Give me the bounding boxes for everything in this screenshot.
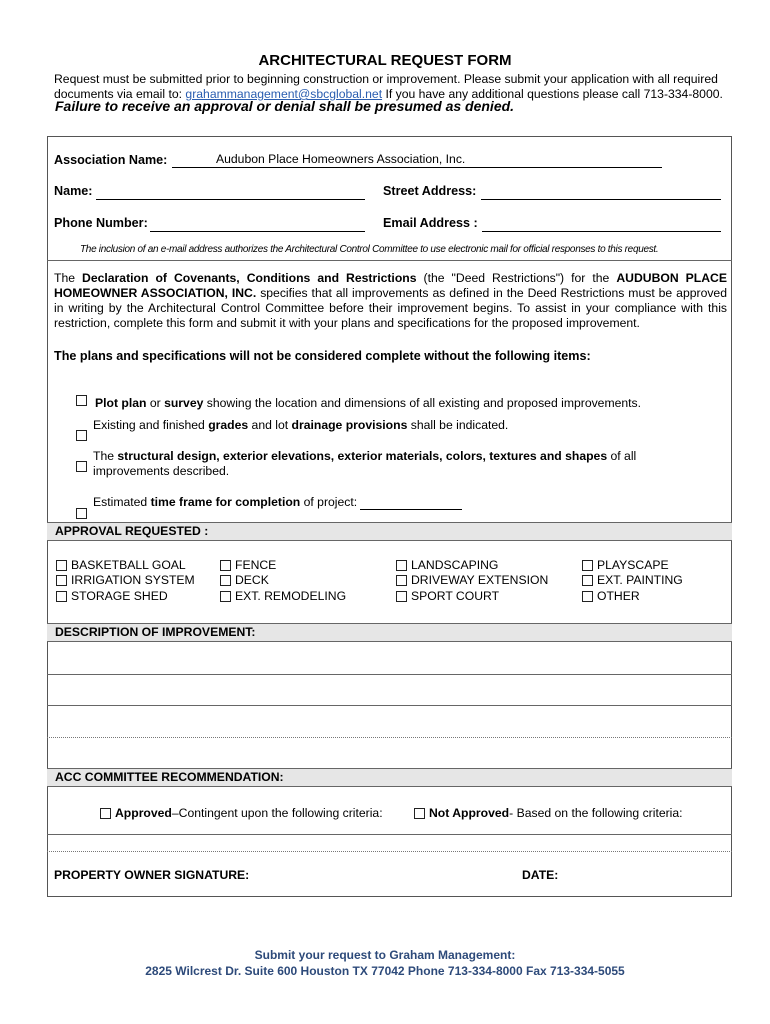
owner-signature-label: PROPERTY OWNER SIGNATURE: [54,868,250,882]
acc-criteria-line-2[interactable] [47,851,732,852]
description-line-3[interactable] [47,737,732,738]
option-driveway-extension[interactable]: DRIVEWAY EXTENSION [396,573,548,587]
decl-bold-1: Declaration of Covenants, Conditions and Restrictions [82,271,417,285]
declaration-paragraph [54,271,727,331]
not-approved-option[interactable]: Not Approved - Based on the following criteria: [414,806,683,820]
failure-notice: Failure to receive an approval or denial shall be presumed as denied. [55,98,515,114]
name-field[interactable] [96,184,365,200]
option-landscaping[interactable]: LANDSCAPING [396,558,498,572]
name-label: Name: [54,184,93,198]
grades-item: Existing and finished grades and lot drainage provisions shall be indicated. [93,418,509,432]
association-value: Audubon Place Homeowners Association, Inc. [216,152,466,166]
time-frame-field[interactable] [360,494,462,510]
description-line-2[interactable] [47,705,732,706]
checkbox[interactable] [56,591,67,602]
street-address-label: Street Address: [383,184,477,198]
checkbox[interactable] [396,560,407,571]
description-heading: DESCRIPTION OF IMPROVEMENT: [47,623,732,642]
checkbox[interactable] [582,560,593,571]
structural-design-item: The structural design, exterior elevations, exterior materials, colors, textures and shapes of all [93,449,637,463]
email-authorization-note: The inclusion of an e-mail address authorizes the Architectural Control Committee to use electronic mail for official responses to this request. [80,244,659,255]
checkbox[interactable] [220,560,231,571]
option-fence[interactable]: FENCE [220,558,276,572]
association-field[interactable] [172,152,662,168]
requirements-heading: The plans and specifications will not be considered complete without the following items: [54,349,591,363]
time-frame-item: Estimated time frame for completion of project: [93,495,358,509]
footer-line-1: Submit your request to Graham Management: [254,948,516,962]
email-address-field[interactable] [482,216,721,232]
footer-address: 2825 Wilcrest Dr. Suite 600 Houston TX 77042 Phone 713-334-8000 Fax 713-334-5055 [145,964,625,978]
intro-line-2-post: If you have any additional questions please call 713-334-8000. [382,87,723,101]
option-ext-remodeling[interactable]: EXT. REMODELING [220,589,346,603]
acc-recommendation-heading: ACC COMMITTEE RECOMMENDATION: [47,768,732,787]
checkbox[interactable] [396,591,407,602]
approved-option[interactable]: Approved –Contingent upon the following criteria: [100,806,383,820]
checkbox[interactable] [56,560,67,571]
checkbox[interactable] [582,591,593,602]
structural-design-checkbox[interactable] [76,461,87,472]
form-title: ARCHITECTURAL REQUEST FORM [258,52,512,69]
checkbox[interactable] [582,575,593,586]
plot-plan-item: Plot plan or survey showing the location and dimensions of all existing and proposed improvements. [95,396,642,410]
decl-text-1: The [54,271,83,285]
time-frame-checkbox[interactable] [76,508,87,519]
decl-text-3: specifies that all improvements as defined in the Deed Restrictions must be approved in writing by the Architectural Control Committee before their improvement begins. To assist in your compliance with this restriction, complete this form and submit it with your plans and specifications for the proposed improvement. [54,286,727,330]
association-label: Association Name: [54,153,168,167]
checkbox[interactable] [396,575,407,586]
approval-requested-heading: APPROVAL REQUESTED : [47,522,732,541]
divider [47,260,732,261]
option-other[interactable]: OTHER [582,589,640,603]
checkbox[interactable] [220,591,231,602]
option-playscape[interactable]: PLAYSCAPE [582,558,669,572]
decl-bold-2: AUDUBON PLACE HOMEOWNER ASSOCIATION, INC. [54,271,727,300]
email-link[interactable]: grahammanagement@sbcglobal.net [185,87,383,101]
checkbox[interactable] [56,575,67,586]
checkbox[interactable] [220,575,231,586]
date-label: DATE: [522,868,559,882]
option-deck[interactable]: DECK [220,573,269,587]
option-basketball-goal[interactable]: BASKETBALL GOAL [56,558,186,572]
not-approved-checkbox[interactable] [414,808,425,819]
approved-checkbox[interactable] [100,808,111,819]
email-address-label: Email Address : [383,216,478,230]
structural-design-item-line-2: improvements described. [93,464,230,478]
plot-plan-checkbox[interactable] [76,395,87,406]
option-storage-shed[interactable]: STORAGE SHED [56,589,168,603]
intro-line-1: Request must be submitted prior to beginning construction or improvement. Please submit your application with all required [54,72,718,86]
description-line-1[interactable] [47,674,732,675]
intro-line-2-pre: documents via email to: [54,87,186,101]
phone-label: Phone Number: [54,216,148,230]
option-sport-court[interactable]: SPORT COURT [396,589,499,603]
phone-field[interactable] [150,216,365,232]
acc-criteria-line-1[interactable] [47,834,732,835]
option-irrigation-system[interactable]: IRRIGATION SYSTEM [56,573,195,587]
decl-text-2: (the "Deed Restrictions") for the [416,271,617,285]
street-address-field[interactable] [481,184,721,200]
grades-checkbox[interactable] [76,430,87,441]
option-ext-painting[interactable]: EXT. PAINTING [582,573,683,587]
